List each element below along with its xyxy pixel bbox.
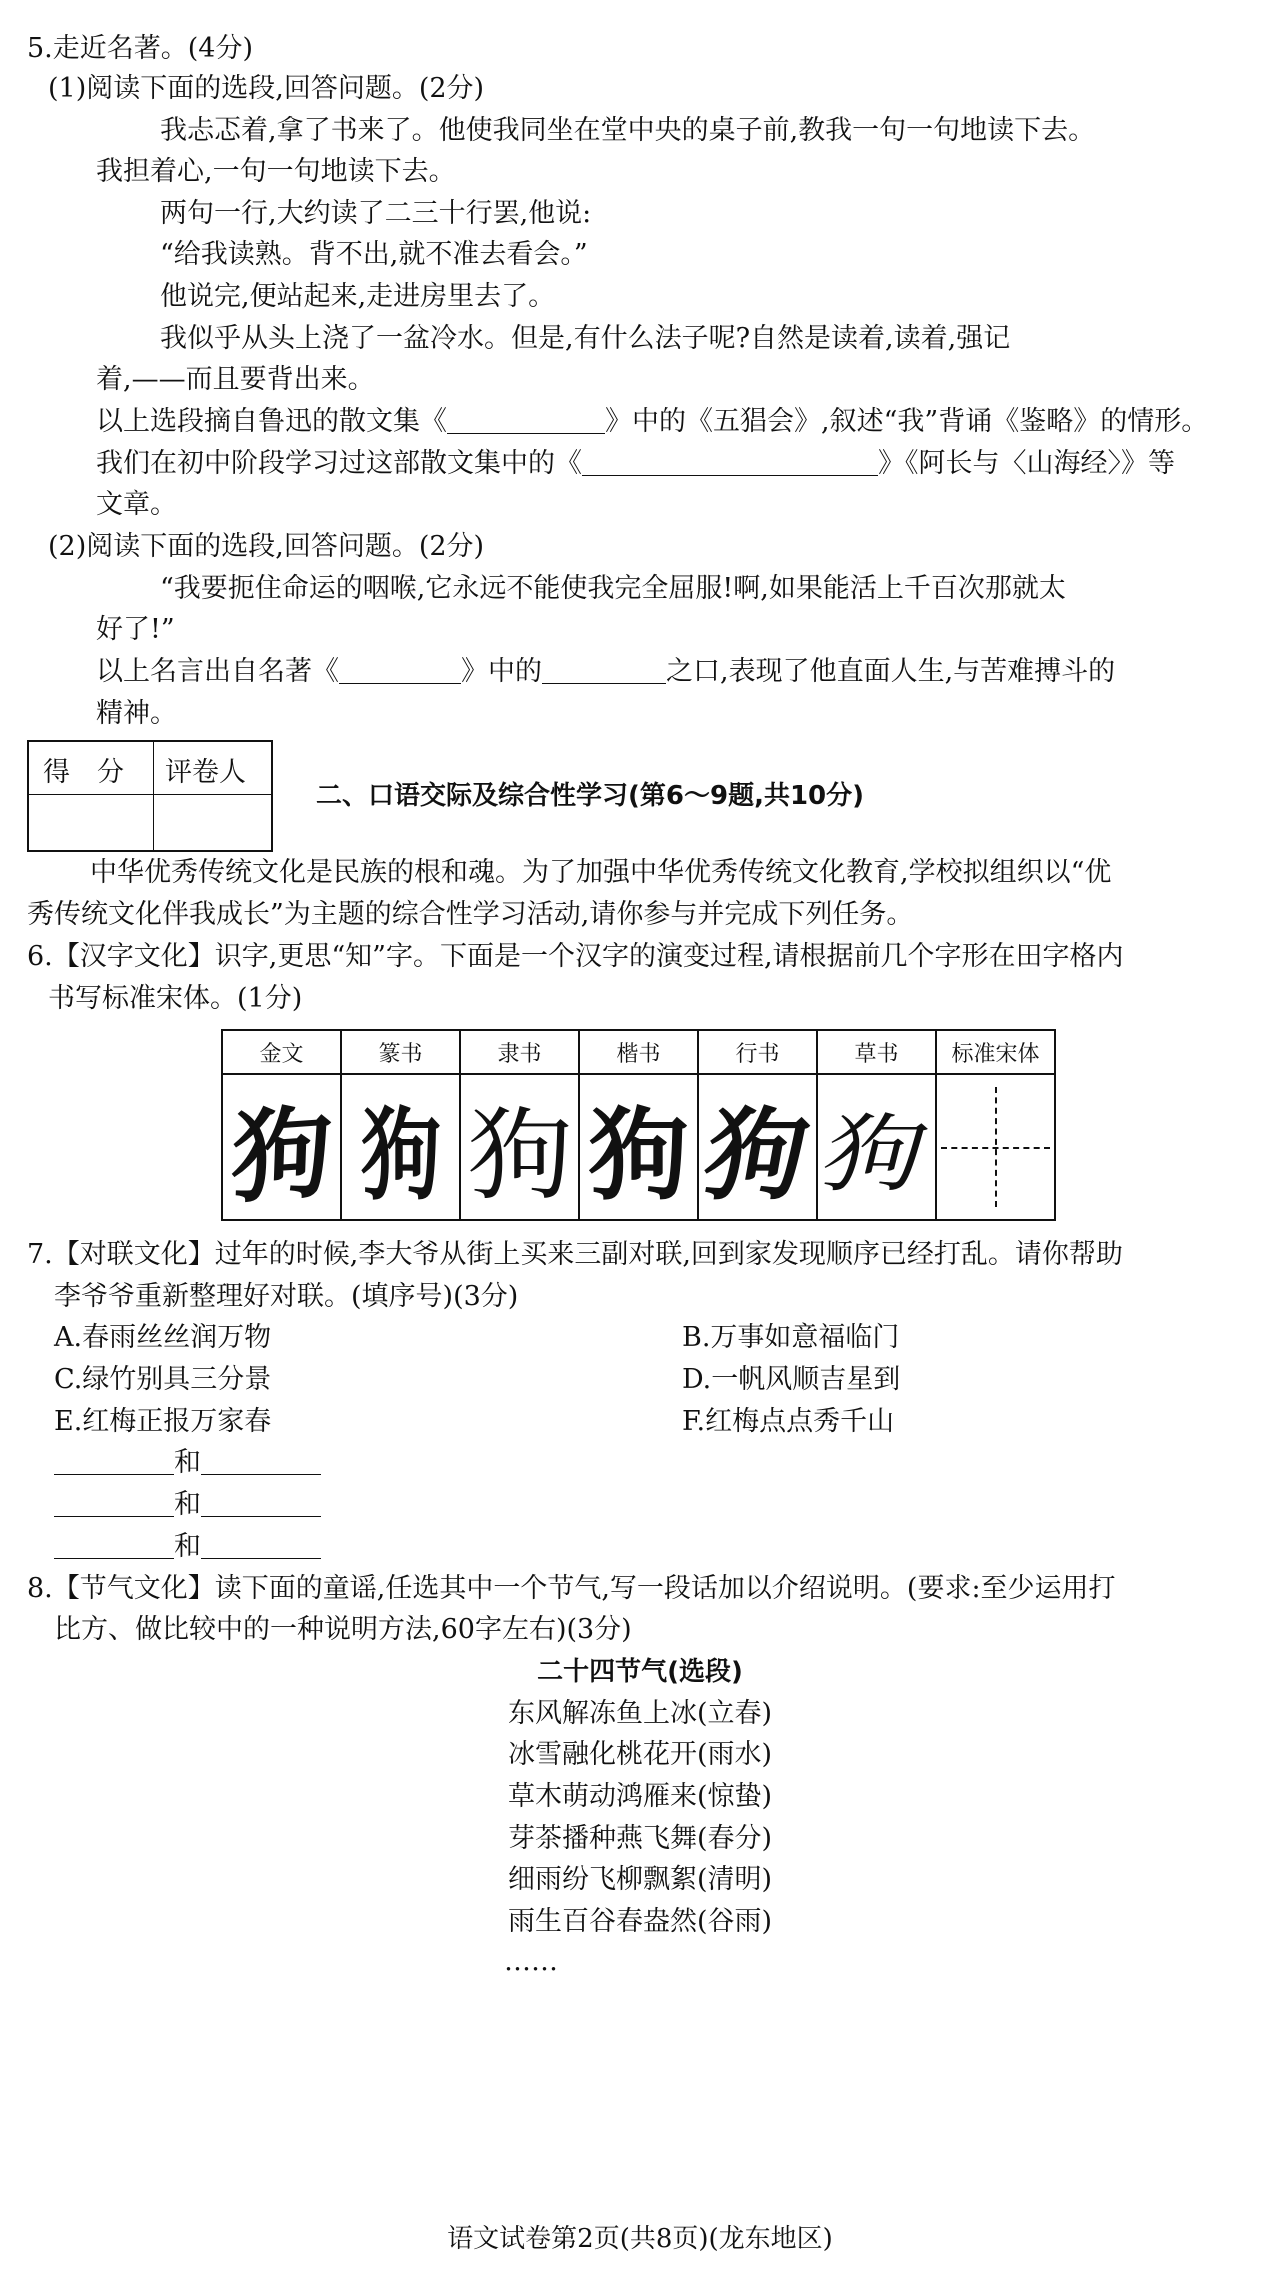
grader-input-cell[interactable] (155, 796, 271, 848)
score-input-cell[interactable] (29, 796, 153, 848)
poem-line: 芽茶播种燕飞舞(春分) (507, 1823, 773, 1854)
answer-blank[interactable] (582, 449, 878, 476)
glyph-caoshu: 狗 (817, 1074, 936, 1220)
tianzige-writing-grid[interactable] (936, 1074, 1055, 1220)
q5-title: 5.走近名著。(4分) (27, 33, 254, 64)
q8-text: 8.【节气文化】读下面的童谣,任选其中一个节气,写一段话加以介绍说明。(要求:至少运用打 (27, 1573, 1116, 1604)
poem-line: 草木萌动鸿雁来(惊蛰) (507, 1781, 773, 1812)
q6-text: 6.【汉字文化】识字,更思“知”字。下面是一个汉字的演变过程,请根据前几个字形在田字格内 (27, 941, 1124, 972)
answer-blank[interactable] (542, 657, 666, 684)
character-evolution-table (221, 1029, 1056, 1221)
score-box (27, 740, 273, 852)
q5-question-2: 我们在初中阶段学习过这部散文集中的《 》《阿长与〈山海经〉》等 (96, 448, 1175, 479)
answer-blank[interactable] (54, 1532, 174, 1559)
q8-text: 比方、做比较中的一种说明方法,60字左右)(3分) (54, 1614, 632, 1645)
option-c: C.绿竹别具三分景 (54, 1364, 272, 1395)
glyph-lishu: 狗 (460, 1074, 579, 1220)
answer-blank[interactable] (447, 407, 605, 434)
page-footer: 语文试卷第2页(共8页)(龙东地区) (447, 2224, 833, 2254)
q5-question-1: 以上选段摘自鲁迅的散文集《 》中的《五猖会》,叙述“我”背诵《鉴略》的情形。 (96, 406, 1209, 437)
poem-line: 冰雪融化桃花开(雨水) (507, 1739, 773, 1770)
answer-blank[interactable] (339, 657, 461, 684)
option-e: E.红梅正报万家春 (54, 1406, 272, 1437)
glyph-zhuanshu: 狗 (341, 1074, 460, 1220)
couplet-pair-row: 和 (54, 1488, 321, 1522)
answer-blank[interactable] (54, 1448, 174, 1475)
excerpt-line: 两句一行,大约读了二三十行罢,他说: (160, 198, 592, 229)
header-jinwen: 金文 (222, 1030, 341, 1074)
poem-ellipsis: …… (504, 1946, 558, 1977)
header-kaishu: 楷书 (579, 1030, 698, 1074)
excerpt-line: 我忐忑着,拿了书来了。他使我同坐在堂中央的桌子前,教我一句一句地读下去。 (160, 115, 1096, 146)
header-caoshu: 草书 (817, 1030, 936, 1074)
score-label: 得 分 (43, 757, 124, 788)
glyph-xingshu: 狗 (698, 1074, 817, 1220)
poem-line: 雨生百谷春盎然(谷雨) (507, 1906, 773, 1937)
excerpt-line: 他说完,便站起来,走进房里去了。 (160, 281, 556, 312)
section-intro: 中华优秀传统文化是民族的根和魂。为了加强中华优秀传统文化教育,学校拟组织以“优 (90, 857, 1112, 888)
q5-part2-heading: (2)阅读下面的选段,回答问题。(2分) (48, 531, 485, 562)
q7-text: 李爷爷重新整理好对联。(填序号)(3分) (54, 1281, 519, 1312)
glyph-jinwen: 狗 (222, 1074, 341, 1220)
poem-title: 二十四节气(选段) (537, 1657, 743, 1687)
excerpt-line: 我似乎从头上浇了一盆冷水。但是,有什么法子呢?自然是读着,读着,强记 (160, 323, 1011, 354)
header-songti: 标准宋体 (936, 1030, 1055, 1074)
quote-line: “我要扼住命运的咽喉,它永远不能使我完全屈服!啊,如果能活上千百次那就太 (160, 573, 1066, 604)
option-a: A.春雨丝丝润万物 (54, 1322, 272, 1353)
option-b: B.万事如意福临门 (682, 1322, 900, 1353)
q5-question-2-tail: 文章。 (96, 489, 177, 520)
q6-text: 书写标准宋体。(1分) (48, 983, 303, 1014)
header-xingshu: 行书 (698, 1030, 817, 1074)
q5-part2-question-tail: 精神。 (96, 698, 177, 729)
excerpt-line: 我担着心,一句一句地读下去。 (96, 156, 456, 187)
header-lishu: 隶书 (460, 1030, 579, 1074)
answer-blank[interactable] (201, 1532, 321, 1559)
section-intro: 秀传统文化伴我成长”为主题的综合性学习活动,请你参与并完成下列任务。 (27, 899, 914, 930)
answer-blank[interactable] (201, 1490, 321, 1517)
header-zhuanshu: 篆书 (341, 1030, 460, 1074)
q5-part1-heading: (1)阅读下面的选段,回答问题。(2分) (48, 73, 485, 104)
poem-line: 细雨纷飞柳飘絮(清明) (507, 1864, 773, 1895)
q7-text: 7.【对联文化】过年的时候,李大爷从街上买来三副对联,回到家发现顺序已经打乱。请你帮助 (27, 1239, 1123, 1270)
q5-part2-question: 以上名言出自名著《 》中的 之口,表现了他直面人生,与苦难搏斗的 (96, 656, 1116, 687)
couplet-pair-row: 和 (54, 1446, 321, 1480)
quote-line: 好了!” (96, 614, 175, 645)
option-d: D.一帆风顺吉星到 (682, 1364, 901, 1395)
excerpt-line: 着,——而且要背出来。 (96, 364, 375, 395)
section-2-title: 二、口语交际及综合性学习(第6～9题,共10分) (316, 781, 865, 811)
answer-blank[interactable] (201, 1448, 321, 1475)
option-f: F.红梅点点秀千山 (682, 1406, 895, 1437)
answer-blank[interactable] (54, 1490, 174, 1517)
couplet-pair-row: 和 (54, 1530, 321, 1564)
grader-label: 评卷人 (165, 757, 246, 788)
poem-line: 东风解冻鱼上冰(立春) (507, 1698, 773, 1729)
glyph-kaishu: 狗 (579, 1074, 698, 1220)
excerpt-line: “给我读熟。背不出,就不准去看会。” (160, 239, 588, 270)
